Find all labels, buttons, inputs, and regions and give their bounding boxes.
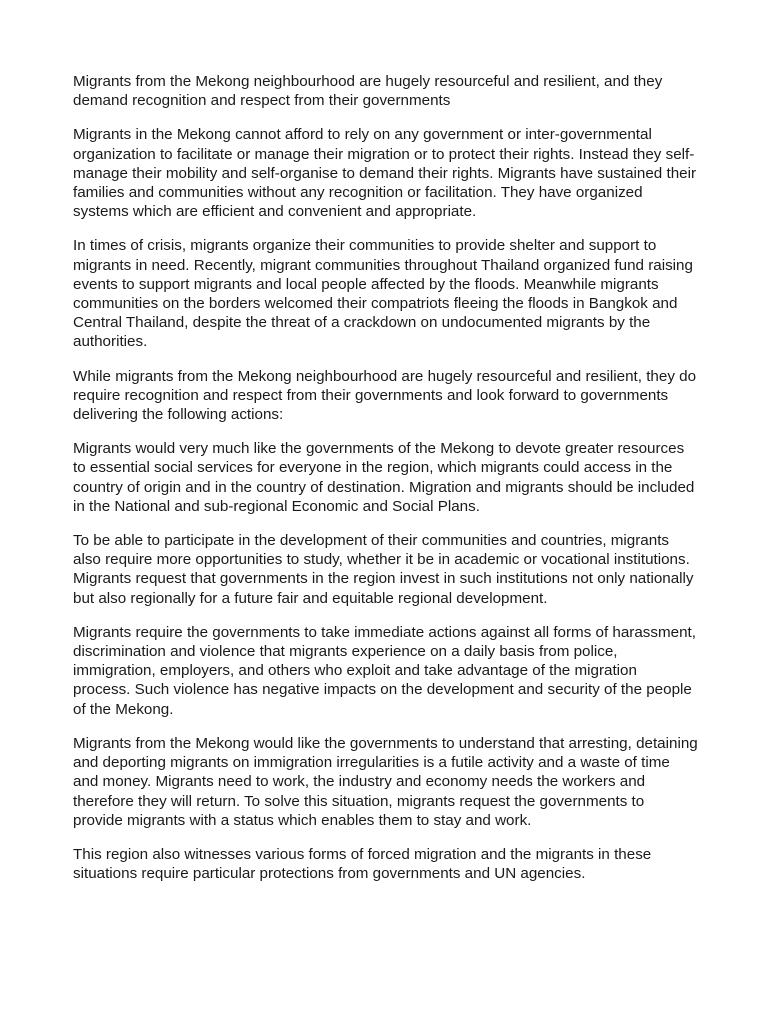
paragraph-9: This region also witnesses various forms of forced migration and the migrants in these situations require particular protections from governments and UN agencies.: [73, 845, 652, 883]
document-body: [73, 72, 698, 898]
paragraph-6: To be able to participate in the development of their communities and countries, migrants also require more opportunities to study, whether it be in academic or vocational institutions. Migrants request that governments in the region invest in such institutions not only nationally but also regionally for a future fair and equitable regional development.: [73, 532, 694, 607]
paragraph-5: Migrants would very much like the governments of the Mekong to devote greater resources to essential social services for everyone in the region, which migrants could access in the country of origin and in the country of destination. Migration and migrants should be included in the National and sub-regional Economic and Social Plans.: [73, 440, 695, 515]
paragraph-3: In times of crisis, migrants organize their communities to provide shelter and support to migrants in need. Recently, migrant communities throughout Thailand organized fund raising events to support migrants and local people affected by the floods. Meanwhile migrants communities on the borders welcomed their compatriots fleeing the floods in Bangkok and Central Thailand, despite the threat of a crackdown on undocumented migrants by the authorities.: [73, 237, 693, 351]
paragraph-2: Migrants in the Mekong cannot afford to rely on any government or inter-governmental organization to facilitate or manage their migration or to protect their rights. Instead they self-manage their mobility and self-organise to demand their rights. Migrants have sustained their families and communities without any recognition or facilitation. They have organized systems which are efficient and convenient and appropriate.: [73, 126, 697, 221]
paragraph-1: Migrants from the Mekong neighbourhood are hugely resourceful and resilient, and they demand recognition and respect from their governments: [73, 73, 663, 110]
paragraph-7: Migrants require the governments to take immediate actions against all forms of harassment, discrimination and violence that migrants experience on a daily basis from police, immigration, employers, and others who exploit and take advantage of the migration process. Such violence has negative impacts on the development and security of the people of the Mekong.: [73, 623, 696, 718]
paragraph-4: While migrants from the Mekong neighbourhood are hugely resourceful and resilient, they do require recognition and respect from their governments and look forward to governments delivering the following actions:: [73, 367, 697, 424]
paragraph-8: Migrants from the Mekong would like the governments to understand that arresting, detaining and deporting migrants on immigration irregularities is a futile activity and a waste of time and money. Migrants need to work, the industry and economy needs the workers and therefore they will return. To solve this situation, migrants request the governments to provide migrants with a status which enables them to stay and work.: [73, 734, 698, 829]
